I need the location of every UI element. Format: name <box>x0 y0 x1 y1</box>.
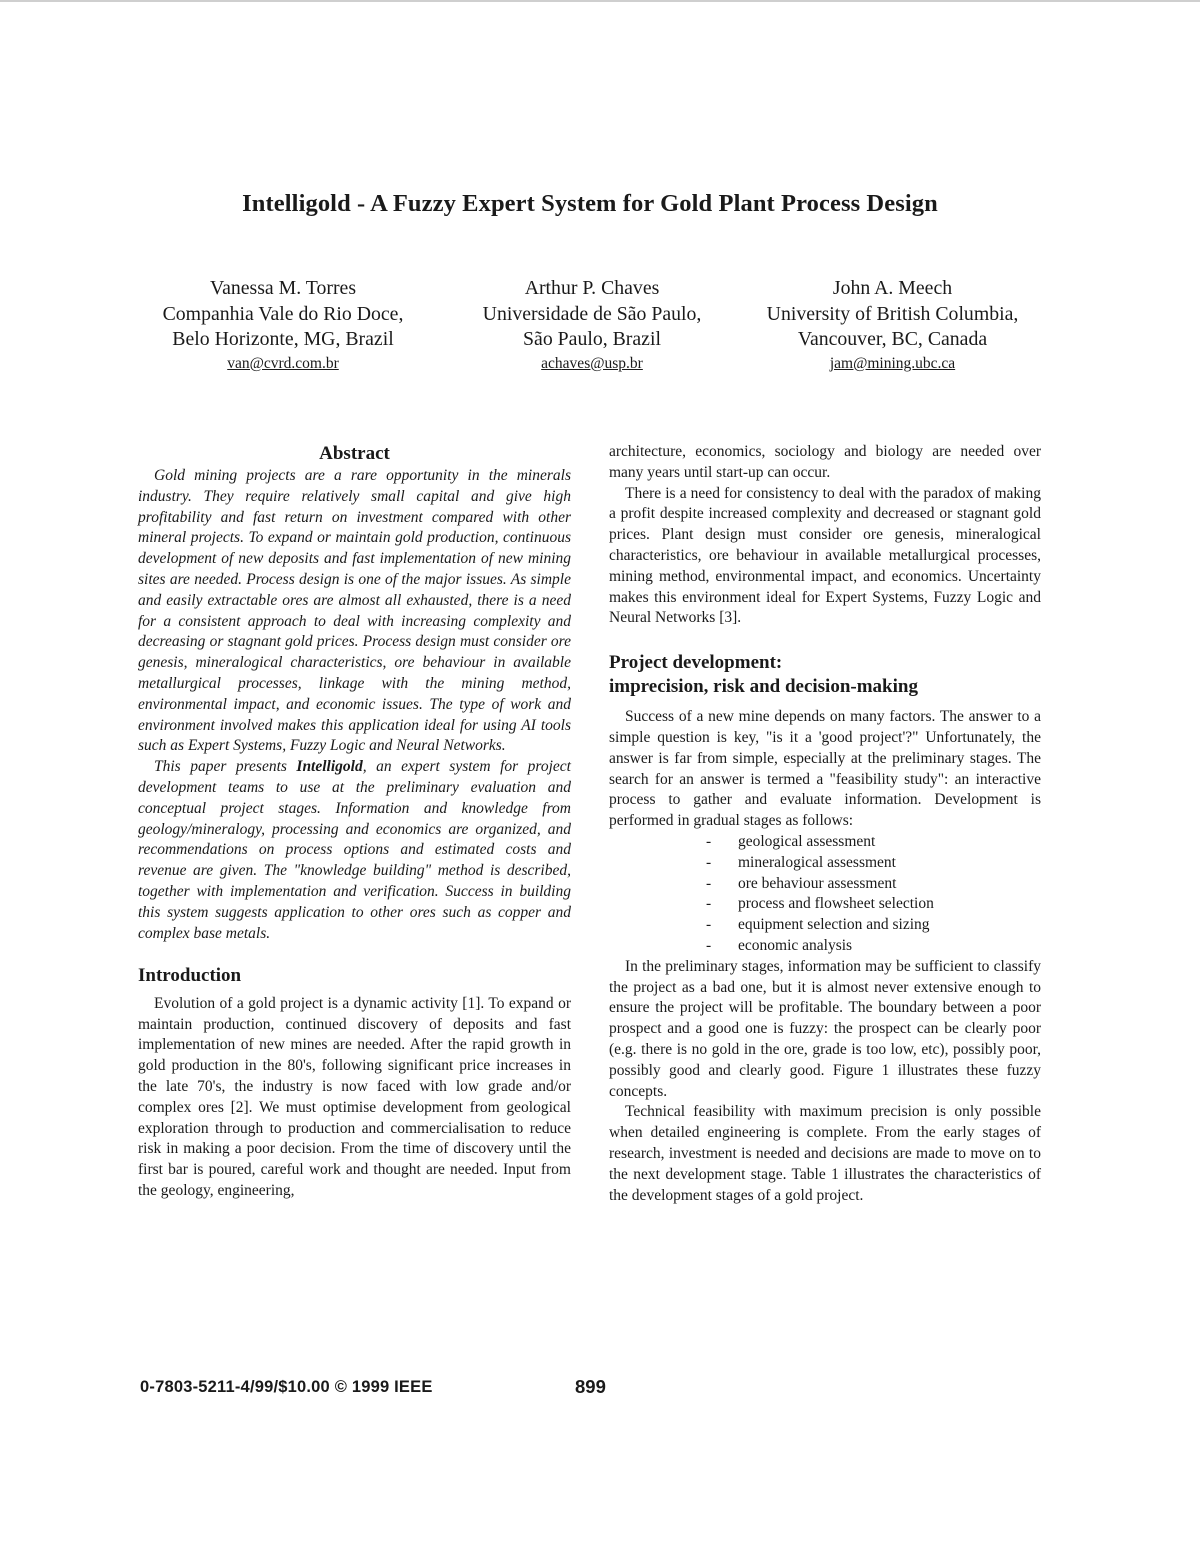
introduction-heading: Introduction <box>138 965 242 987</box>
copyright-notice: 0-7803-5211-4/99/$10.00 © 1999 IEEE <box>140 1378 433 1396</box>
list-item: - process and flowsheet selection <box>706 894 1041 915</box>
stages-list <box>609 832 1041 957</box>
abstract-paragraph <box>138 757 571 944</box>
author-location: Belo Horizonte, MG, Brazil <box>172 328 394 350</box>
author-affiliation: University of British Columbia, <box>766 302 1019 325</box>
left-column <box>138 442 571 1202</box>
list-item: - geological assessment <box>706 832 1041 853</box>
author-block-chaves <box>427 276 757 375</box>
project-development-heading <box>609 651 1041 698</box>
paper-title: Intelligold - A Fuzzy Expert System for Gold Plant Process Design <box>242 190 938 217</box>
heading-line: imprecision, risk and decision-making <box>609 675 918 697</box>
top-rule <box>0 0 1200 2</box>
project-development-paragraph: Technical feasibility with maximum precision is only possible when detailed engineering is complete. From the early stages of research, investment is needed and decisions are made to move on to the next development stage. Table 1 illustrates the characteristics of the development stages of a gold project. <box>609 1103 1041 1204</box>
list-item: - ore behaviour assessment <box>706 874 1041 895</box>
system-name: Intelligold <box>296 758 363 776</box>
author-location: Vancouver, BC, Canada <box>797 328 988 350</box>
author-name: John A. Meech <box>832 277 953 299</box>
list-item: - economic analysis <box>706 936 1041 957</box>
author-affiliation: Universidade de São Paulo, <box>482 302 702 325</box>
right-column <box>609 442 1041 1206</box>
author-affiliation: Companhia Vale do Rio Doce, <box>162 302 404 325</box>
list-item: - equipment selection and sizing <box>706 915 1041 936</box>
author-email-link[interactable]: van@cvrd.com.br <box>227 354 339 372</box>
author-location: São Paulo, Brazil <box>523 328 661 350</box>
author-block-meech <box>725 276 1060 375</box>
heading-line: Project development: <box>609 652 783 674</box>
introduction-paragraph: Evolution of a gold project is a dynamic activity [1]. To expand or maintain production, continued discovery of deposits and fast implementation of new mines are needed. After the rapid growth in gold production in the 80's, following significant price increases in the late 70's, the industry is now faced with low grade and/or complex ores [2]. We must optimise development from geological exploration through to production and commercialisation to reduce risk in making a poor decision. From the time of discovery until the first bar is poured, careful work and thought are needed. Input from the geology, engineering, <box>138 994 571 1199</box>
author-email-link[interactable]: jam@mining.ubc.ca <box>829 354 956 372</box>
author-name: Arthur P. Chaves <box>524 277 660 299</box>
introduction-paragraph: There is a need for consistency to deal with the paradox of making a profit despite increased complexity and decreased or stagnant gold prices. Plant design must consider ore genesis, mineralogical characteristics, ore behaviour in available metallurgical processes, mining method, environmental impact, and economics. Uncertainty makes this environment ideal for Expert Systems, Fuzzy Logic and Neural Networks [3]. <box>609 484 1041 627</box>
author-block-torres <box>118 276 448 375</box>
page-number: 899 <box>575 1376 606 1397</box>
project-development-paragraph: In the preliminary stages, information may be sufficient to classify the project as a bad one, but it is almost never extensive enough to ensure the project will be profitable. The boundary between a poor prospect and a good one is fuzzy: the prospect can be clearly poor (e.g. there is no gold in the ore, grade is too low, etc), possibly poor, possibly good and clearly good. Figure 1 illustrates these fuzzy concepts. <box>609 957 1041 1100</box>
project-development-paragraph: Success of a new mine depends on many factors. The answer to a simple question is key, "is it a 'good project'?" Unfortunately, the answer is far from simple, especially at the preliminary stages. The search for an answer is termed a "feasibility study": an interactive process to gather and evaluate information. Development is performed in gradual stages as follows: <box>609 708 1041 830</box>
introduction-paragraph-continued: architecture, economics, sociology and biology are needed over many years until start-up can occur. <box>609 443 1041 481</box>
abstract-text: , an expert system for project development teams to use at the preliminary evaluation and conceptual project stages. Information and knowledge from geology/mineralogy, processing and economics are organized, and recommendations on process options and estimated costs and revenue are given. The "knowledge building" method is described, together with implementation and verification. Success in building this system suggests application to other ores such as copper and complex base metals. <box>138 758 571 942</box>
abstract-paragraph: Gold mining projects are a rare opportunity in the minerals industry. They require relatively small capital and give high profitability and fast return on investment compared with other mineral projects. To expand or maintain gold production, continuous development of new deposits and fast implementation of new mining sites are needed. Process design is one of the major issues. As simple and easily extractable ores are almost all exhausted, there is a need for a consistent approach to deal with increasing complexity and decreasing or stagnant gold prices. Process design must consider ore genesis, mineralogical characteristics, ore behaviour in available metallurgical processes, linkage with the mining method, environmental impact, and economic issues. The type of work and environment involved makes this application ideal for using AI tools such as Expert Systems, Fuzzy Logic and Neural Networks. <box>138 467 571 755</box>
author-email-link[interactable]: achaves@usp.br <box>541 354 643 372</box>
list-item: - mineralogical assessment <box>706 853 1041 874</box>
abstract-heading: Abstract <box>319 443 390 464</box>
abstract-text: This paper presents <box>154 758 297 776</box>
author-name: Vanessa M. Torres <box>209 277 357 299</box>
